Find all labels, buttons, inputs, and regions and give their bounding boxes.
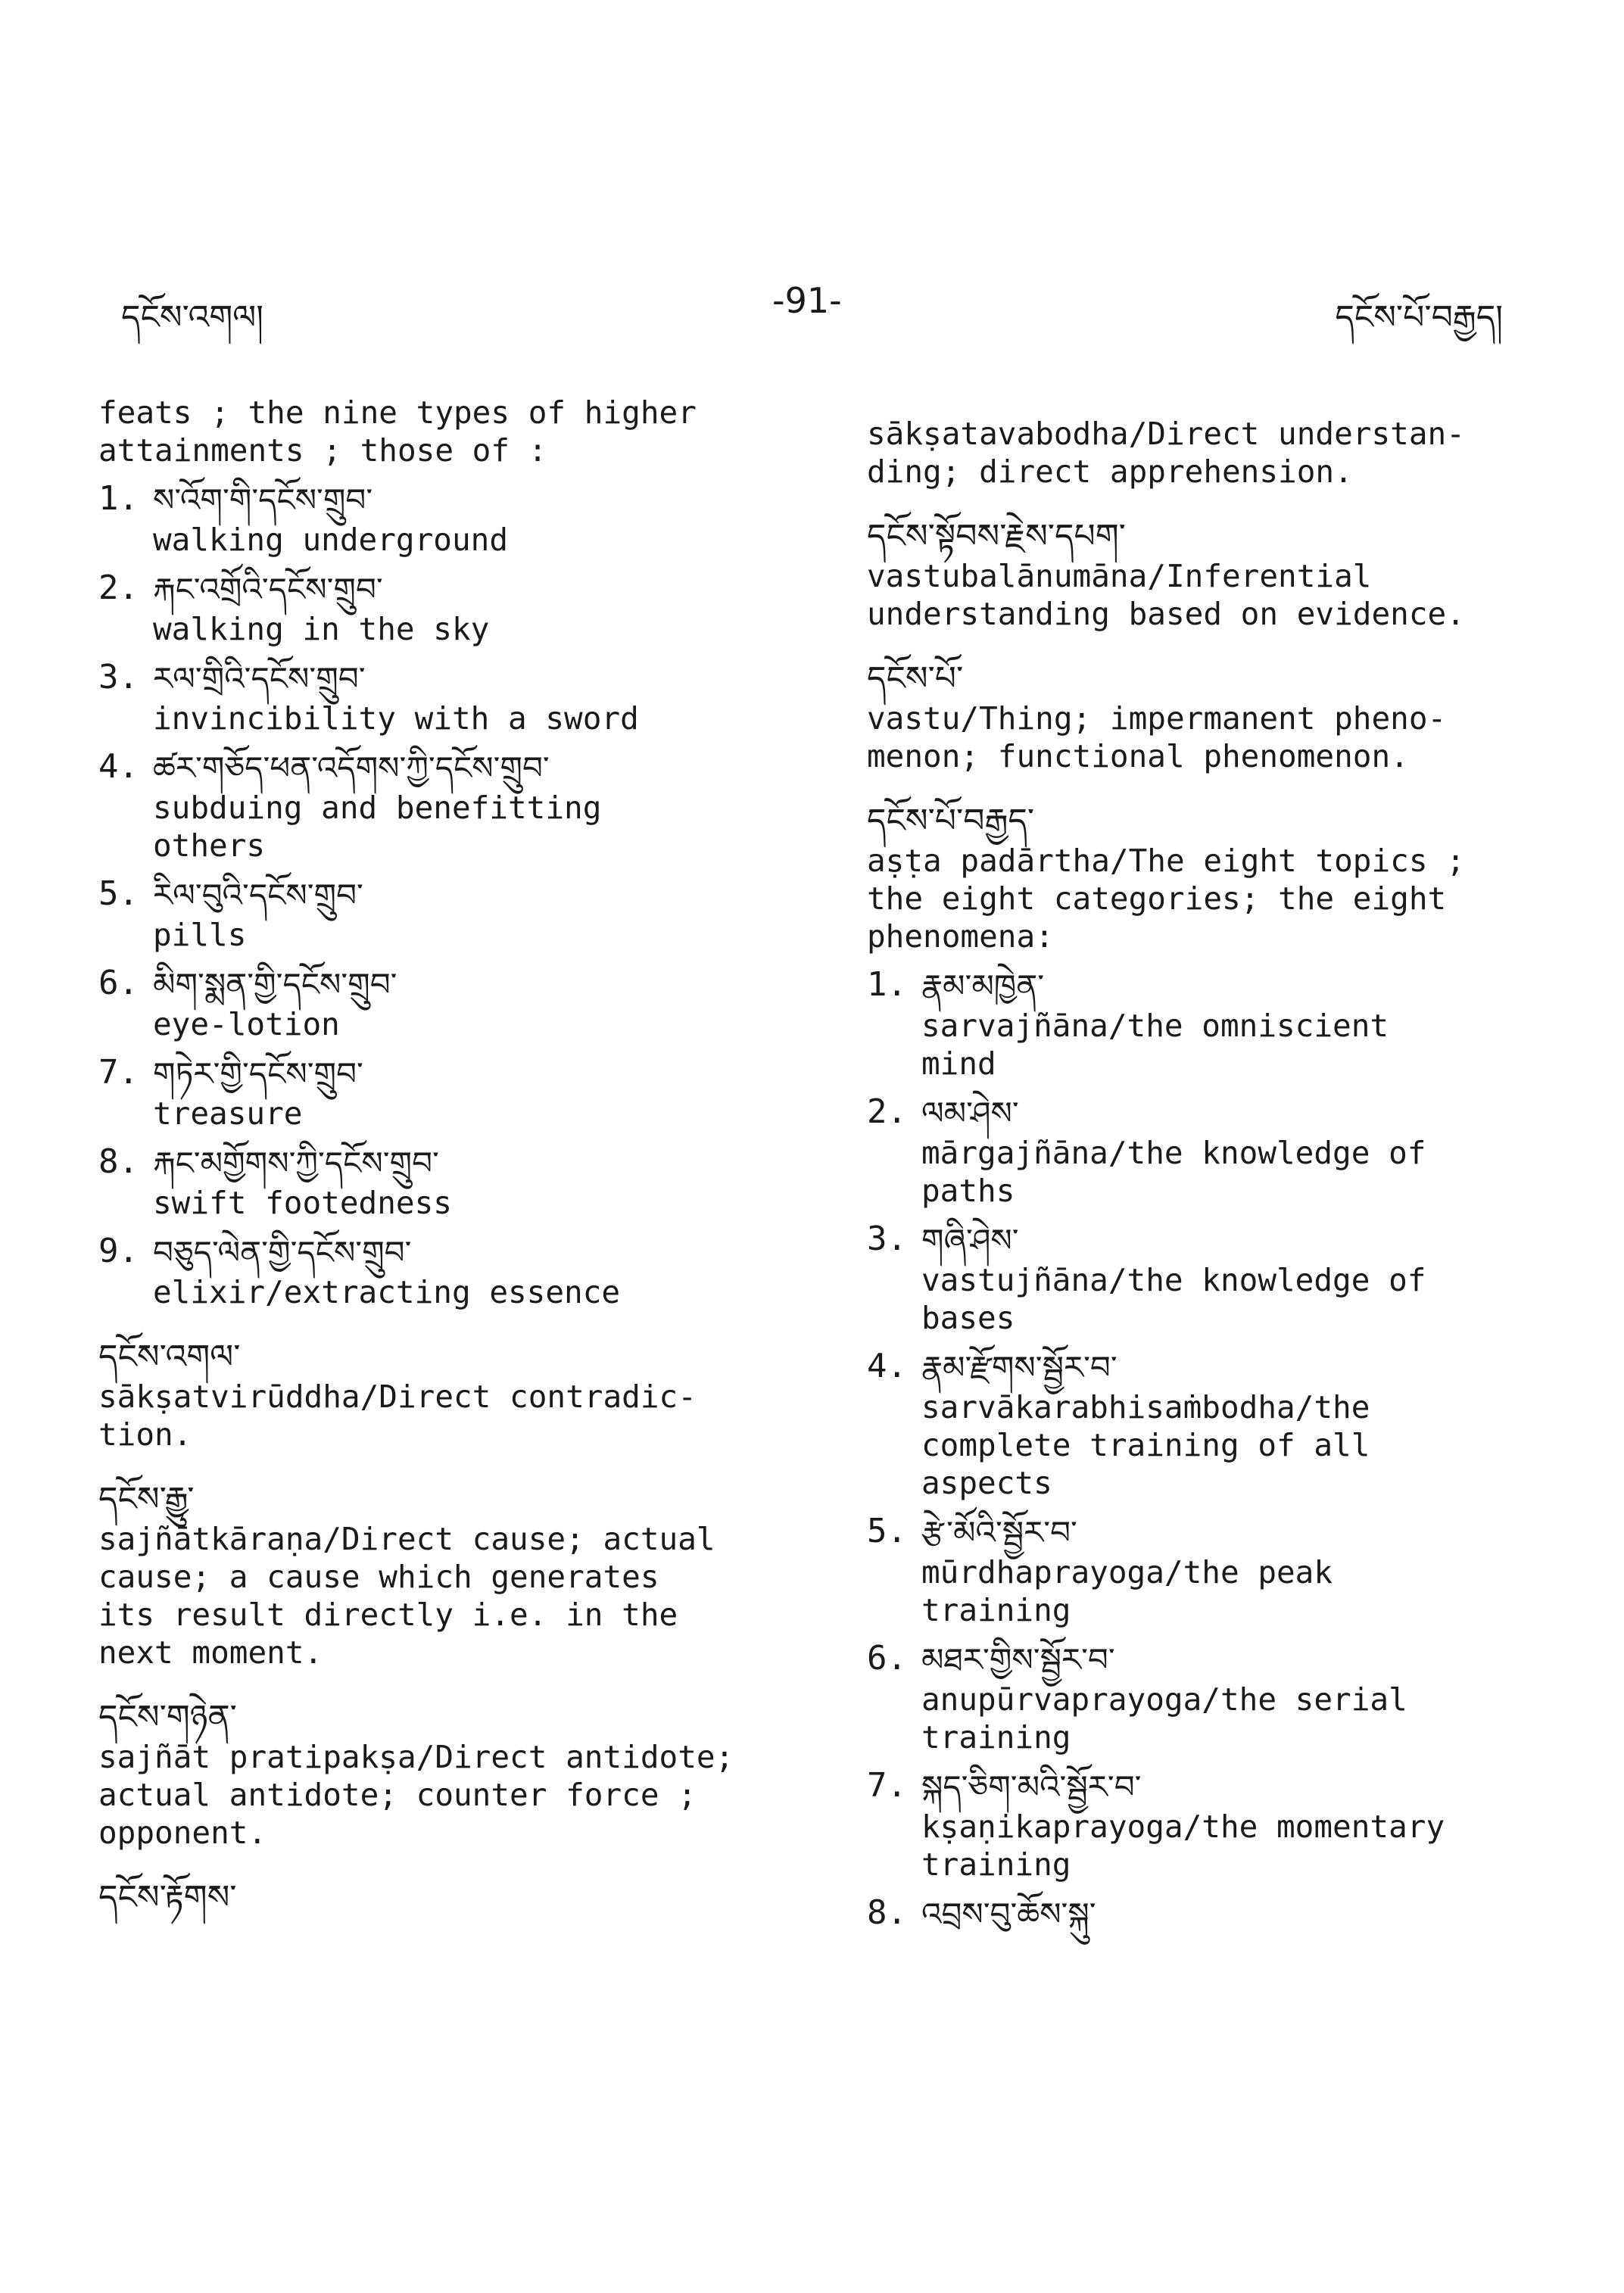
headword: དངོས་གཉེན་ [98,1698,237,1737]
english-gloss: walking in the sky [153,611,490,647]
tibetan-term: རྣམ་རྫོགས་སྦྱོར་བ་ [921,1349,1117,1386]
english-gloss: treasure [153,1095,303,1132]
dictionary-entry [98,1877,765,1918]
dictionary-entry [867,801,1533,955]
attainments-list [98,480,765,1311]
list-item [98,1054,765,1132]
headword: དངོས་རྒྱུ་ [98,1480,195,1519]
list-item [867,1093,1533,1210]
tibetan-term: གཞི་ཤེས་ [921,1222,1019,1259]
english-gloss: pills [153,917,247,953]
tibetan-term: རྐང་མགྱོགས་ཀྱི་དངོས་གྲུབ་ [153,1145,439,1182]
list-item [98,964,765,1043]
tibetan-term: གཏེར་གྱི་དངོས་གྲུབ་ [153,1055,363,1092]
definition: vastubalānumāna/Inferential understanding based on evidence. [867,558,1465,632]
list-item [98,480,765,559]
english-gloss: walking underground [153,522,508,558]
running-header-right: དངོས་པོ་བརྒྱད། [1335,298,1503,337]
tibetan-term: སྐད་ཅིག་མའི་སྦྱོར་བ་ [921,1768,1142,1805]
list-item [867,1767,1533,1883]
page-number: -91- [772,280,842,321]
definition: sākṣatvirūddha/Direct contradic- tion. [98,1379,697,1453]
list-item [98,569,765,648]
english-gloss: anupūrvaprayoga/the serial training [921,1681,1407,1756]
list-item [867,1894,1533,1935]
headword: དངོས་སྟོབས་རྗེས་དཔག་ [867,517,1126,556]
definition: vastu/Thing; impermanent pheno- menon; functional phenomenon. [867,700,1447,774]
list-item [867,1347,1533,1502]
headword: དངོས་འགལ་ [98,1338,241,1376]
dictionary-entry [867,659,1533,775]
item-number: 2. [98,569,139,607]
tibetan-term: རྐང་འགྲོའི་དངོས་གྲུབ་ [153,571,383,608]
item-number: 1. [867,965,907,1004]
english-gloss: subduing and benefitting others [153,790,602,864]
tibetan-term: རྩེ་མོའི་སྦྱོར་བ་ [921,1514,1077,1551]
english-gloss: vastujñāna/the knowledge of bases [921,1262,1426,1336]
headword: དངོས་རྟོགས་ [98,1878,237,1917]
tibetan-term: རལ་གྲིའི་དངོས་གྲུབ་ [153,660,366,697]
list-item [98,748,765,865]
definition: sajñāt pratipakṣa/Direct antidote; actual antidote; counter force ; opponent. [98,1739,734,1851]
right-column [867,415,1533,1935]
item-number: 7. [867,1766,907,1805]
headword: དངོས་པོ་བརྒྱད་ [867,802,1035,840]
list-item [98,1232,765,1311]
english-gloss: sarvajñāna/the omniscient mind [921,1008,1389,1082]
tibetan-term: ཚར་གཅོད་ཕན་འདོགས་ཀྱི་དངོས་གྲུབ་ [153,749,550,787]
item-number: 9. [98,1232,139,1270]
item-number: 8. [98,1142,139,1181]
english-gloss: mūrdhaprayoga/the peak training [921,1554,1333,1628]
item-number: 4. [98,747,139,786]
tibetan-term: མིག་སྨན་གྱི་དངོས་གྲུབ་ [153,966,397,1003]
tibetan-term: རྣམ་མཁྱེན་ [921,967,1045,1005]
english-gloss: elixir/extracting essence [153,1274,621,1310]
running-header-left: དངོས་འགལ། [121,298,264,337]
left-column [98,394,765,1918]
headword: དངོས་པོ་ [867,659,964,698]
continued-definition: feats ; the nine types of higher attainments ; those of : [98,394,697,469]
item-number: 5. [98,874,139,913]
definition: sākṣatavabodha/Direct understan- ding; direct apprehension. [867,416,1465,490]
definition: sajñātkāraṇa/Direct cause; actual cause; a cause which generates its result directly i.e. in the next moment. [98,1521,715,1671]
item-number: 3. [867,1220,907,1258]
list-item [867,1513,1533,1629]
tibetan-term: འབྲས་བུ་ཆོས་སྐུ་ [921,1896,1096,1933]
item-number: 8. [867,1893,907,1932]
dictionary-entry [867,415,1533,491]
tibetan-term: ལམ་ཤེས་ [921,1095,1019,1132]
list-item [98,1143,765,1222]
english-gloss: invincibility with a sword [153,700,639,737]
dictionary-entry [98,1479,765,1671]
dictionary-entry [98,1337,765,1453]
tibetan-term: བཅུད་ལེན་གྱི་དངོས་གྲུབ་ [153,1234,412,1271]
tibetan-term: ས་འོག་གི་དངོས་གྲུབ་ [153,481,373,519]
item-number: 6. [98,964,139,1002]
english-gloss: mārgajñāna/the knowledge of paths [921,1135,1426,1209]
english-gloss: sarvākarabhisaṁbodha/the complete training of all aspects [921,1389,1370,1501]
item-number: 5. [867,1512,907,1550]
definition: aṣṭa padārtha/The eight topics ; the eight categories; the eight phenomena: [867,843,1465,955]
item-number: 3. [98,658,139,696]
item-number: 6. [867,1639,907,1678]
dictionary-entry [98,1697,765,1852]
item-number: 7. [98,1053,139,1092]
list-item [98,875,765,954]
dictionary-entry [867,516,1533,633]
list-item [867,1640,1533,1756]
english-gloss: kṣaṇikaprayoga/the momentary training [921,1809,1445,1883]
item-number: 1. [98,479,139,518]
english-gloss: swift footedness [153,1185,452,1221]
tibetan-term: རིལ་བུའི་དངོས་གྲུབ་ [153,877,363,914]
list-item [867,1220,1533,1337]
tibetan-term: མཐར་གྱིས་སྦྱོར་བ་ [921,1641,1115,1678]
list-item [98,659,765,737]
item-number: 4. [867,1347,907,1385]
item-number: 2. [867,1092,907,1131]
list-item [867,966,1533,1083]
english-gloss: eye-lotion [153,1006,340,1042]
eight-topics-list [867,966,1533,1935]
